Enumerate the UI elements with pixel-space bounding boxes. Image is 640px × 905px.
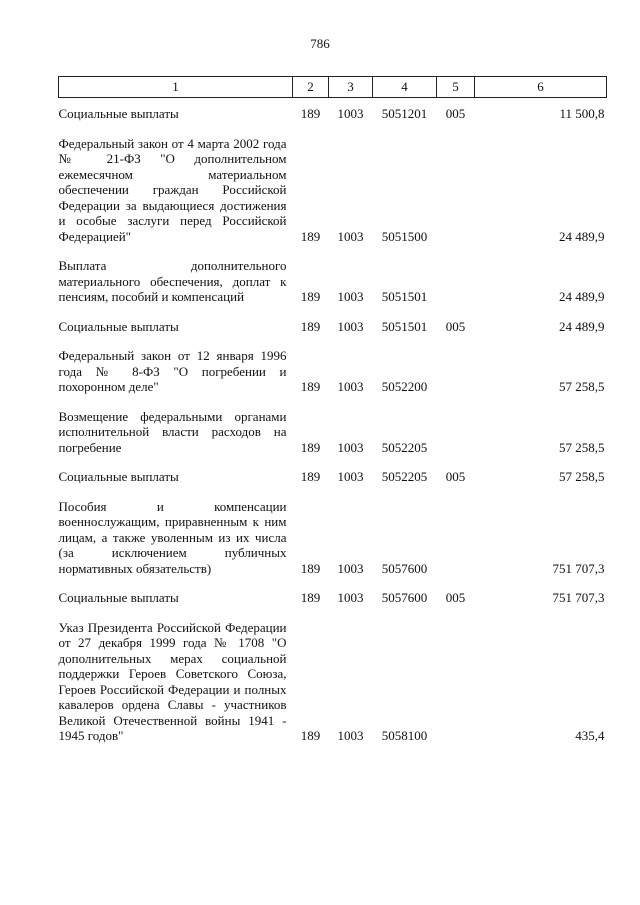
row-amount: 57 258,5 — [559, 439, 605, 455]
row-expense-type — [437, 258, 475, 305]
row-target-code: 5052205 — [381, 439, 428, 455]
row-target-code: 5052200 — [381, 379, 428, 394]
row-name: Социальные выплаты — [58, 590, 179, 605]
row-ministry-code: 189 — [300, 560, 321, 576]
row-ministry-code: 189 — [300, 439, 321, 455]
row-name: Пособия и компенсации военнослужащим, приравненным к ним лицам, а также уволенным из их числа (за исключением публичных нормативных обязательств) — [58, 498, 287, 576]
row-amount: 57 258,5 — [559, 379, 605, 394]
row-expense-type: 005 — [445, 590, 466, 605]
row-amount: 11 500,8 — [559, 106, 605, 121]
row-target-code: 5052205 — [381, 469, 428, 484]
row-ministry-code: 189 — [300, 106, 321, 121]
row-name: Федеральный закон от 12 января 1996 года № 8-ФЗ "О погребении и похоронном деле" — [58, 348, 287, 394]
row-target-code: 5057600 — [381, 560, 428, 576]
row-section-code: 1003 — [337, 469, 364, 484]
row-name: Выплата дополнительного материального обеспечения, доплат к пенсиям, пособий и компенсаций — [58, 258, 287, 304]
row-amount: 24 489,9 — [559, 228, 605, 244]
row-name: Возмещение федеральными органами исполнительной власти расходов на погребение — [58, 408, 287, 455]
header-row — [59, 77, 607, 98]
row-amount: 751 707,3 — [552, 560, 605, 576]
header-cell: 1 — [59, 77, 293, 98]
row-expense-type: 005 — [445, 318, 466, 334]
row-ministry-code: 189 — [300, 728, 321, 743]
row-target-code: 5051501 — [381, 318, 428, 334]
row-amount: 24 489,9 — [559, 318, 605, 334]
header-cell: 2 — [293, 77, 329, 98]
row-name: Социальные выплаты — [58, 469, 179, 484]
row-target-code: 5051500 — [381, 228, 428, 244]
row-section-code: 1003 — [337, 560, 364, 576]
header-cell: 3 — [329, 77, 373, 98]
row-target-code: 5057600 — [381, 590, 428, 605]
row-target-code: 5051501 — [381, 289, 428, 304]
table-row — [59, 319, 607, 335]
budget-table — [58, 76, 607, 744]
row-section-code: 1003 — [337, 728, 364, 743]
row-expense-type: 005 — [445, 106, 466, 121]
row-expense-type — [437, 348, 475, 395]
row-section-code: 1003 — [337, 106, 364, 121]
row-target-code: 5051201 — [381, 106, 428, 121]
row-name: Социальные выплаты — [58, 106, 179, 121]
row-amount: 24 489,9 — [559, 289, 605, 304]
table-row — [59, 258, 607, 305]
row-name: Социальные выплаты — [58, 318, 179, 334]
row-section-code: 1003 — [337, 379, 364, 394]
table-row — [59, 620, 607, 744]
row-expense-type: 005 — [445, 469, 466, 484]
row-expense-type — [437, 620, 475, 744]
header-cell: 5 — [437, 77, 475, 98]
page-number: 786 — [310, 36, 330, 51]
row-expense-type — [437, 409, 475, 456]
row-ministry-code: 189 — [300, 379, 321, 394]
table-row — [59, 469, 607, 485]
row-amount: 435,4 — [575, 728, 605, 743]
table-row — [59, 106, 607, 122]
table-row — [59, 499, 607, 577]
row-section-code: 1003 — [337, 289, 364, 304]
row-ministry-code: 189 — [300, 228, 321, 244]
row-section-code: 1003 — [337, 318, 364, 334]
row-ministry-code: 189 — [300, 289, 321, 304]
header-cell: 6 — [475, 77, 607, 98]
row-section-code: 1003 — [337, 439, 364, 455]
row-ministry-code: 189 — [300, 590, 321, 605]
row-amount: 57 258,5 — [559, 469, 605, 484]
row-target-code: 5058100 — [381, 728, 428, 743]
table-row — [59, 348, 607, 395]
row-ministry-code: 189 — [300, 318, 321, 334]
header-cell: 4 — [373, 77, 437, 98]
row-name: Указ Президента Российской Федерации от 27 декабря 1999 года № 1708 "О дополнительных мерах социальной поддержки Героев Советского Союза, Героев Российской Федерации и полных кавалеров ордена Славы - участников Великой Отечественной войны 1941 - 1945 годов" — [58, 619, 287, 743]
row-ministry-code: 189 — [300, 469, 321, 484]
row-section-code: 1003 — [337, 228, 364, 244]
row-name: Федеральный закон от 4 марта 2002 года № 21-ФЗ "О дополнительном ежемесячном материальном обеспечении граждан Российской Федерации за выдающиеся достижения и особые заслуги перед Российской Федерацией" — [58, 135, 287, 244]
row-expense-type — [437, 136, 475, 245]
table-row — [59, 590, 607, 606]
table-row — [59, 409, 607, 456]
row-amount: 751 707,3 — [552, 590, 605, 605]
row-section-code: 1003 — [337, 590, 364, 605]
table-row — [59, 136, 607, 245]
row-expense-type — [437, 499, 475, 577]
